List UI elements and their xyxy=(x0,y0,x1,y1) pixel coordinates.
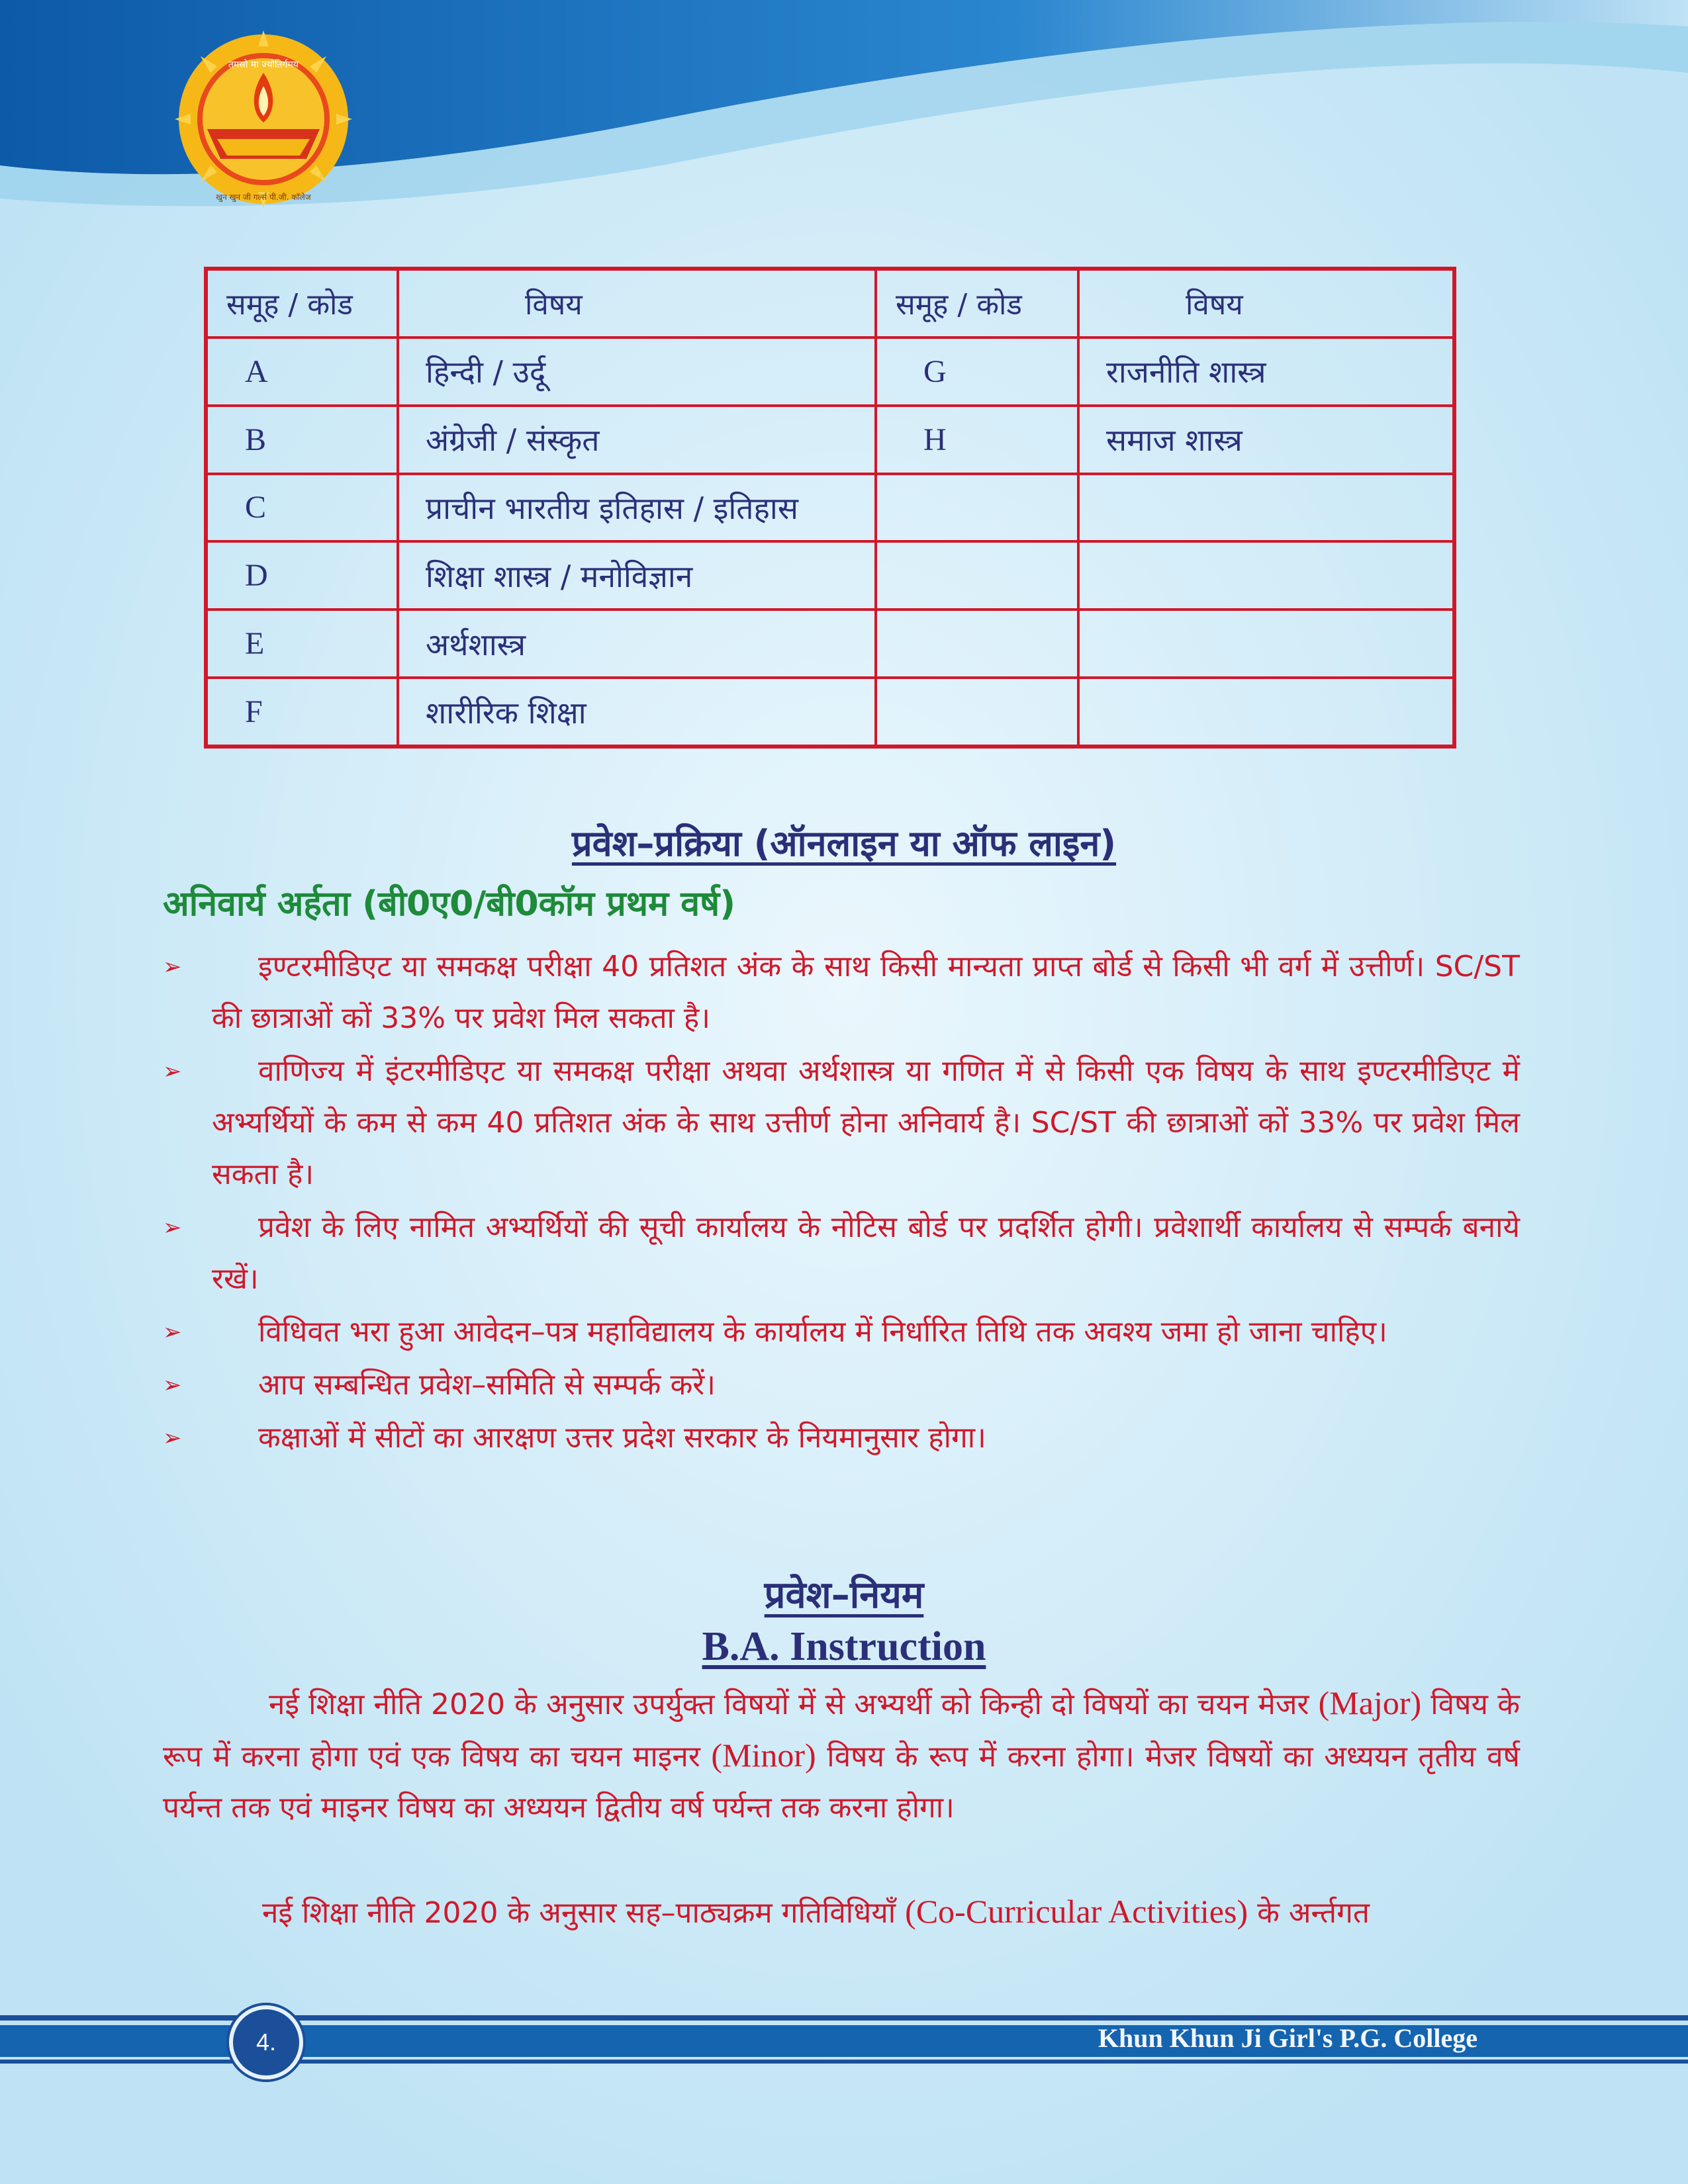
subject-group-table xyxy=(204,267,1456,749)
table-row xyxy=(206,474,1454,542)
arrow-bullet-icon: ➢ xyxy=(163,1319,182,1345)
table-cell: प्राचीन भारतीय इतिहास / इतिहास xyxy=(398,474,876,542)
table-cell: G xyxy=(876,338,1078,406)
para-text: नई शिक्षा नीति 2020 के अनुसार सह–पाठ्यक्रम गतिविधियाँ xyxy=(262,1896,906,1930)
footer-college-name: Khun Khun Ji Girl's P.G. College xyxy=(1098,2023,1477,2053)
co-curricular-paragraph xyxy=(163,1886,1520,1938)
arrow-bullet-icon: ➢ xyxy=(163,1425,182,1451)
bullet-text: वाणिज्य में इंटरमीडिएट या समकक्ष परीक्षा अथवा अर्थशास्त्र या गणित में से किसी एक विषय के साथ इण्टरमीडिएट में अभ्यर्थियों के कम से कम 40 प्रतिशत अंक के साथ उत्तीर्ण होना अनिवार्य है। SC/ST की छात्राओं कों 33% पर प्रवेश मिल सकता है। xyxy=(212,1054,1520,1191)
para-text: विषय के रूप में करना होगा एवं एक विषय का चयन माइनर xyxy=(163,1688,1521,1774)
table-header-cell: विषय xyxy=(398,269,876,338)
table-header-cell: विषय xyxy=(1078,269,1454,338)
list-item xyxy=(163,1412,1520,1464)
bullet-text: इण्टरमीडिएट या समकक्ष परीक्षा 40 प्रतिशत अंक के साथ किसी मान्यता प्राप्त बोर्ड से किसी भी वर्ग में उत्तीर्ण। SC/ST की छात्राओं कों 33% पर प्रवेश मिल सकता है। xyxy=(212,950,1520,1035)
arrow-bullet-icon: ➢ xyxy=(163,1372,182,1398)
table-cell: शारीरिक शिक्षा xyxy=(398,678,876,747)
table-row xyxy=(206,338,1454,406)
para-text-minor: (Minor) xyxy=(711,1737,816,1774)
list-item xyxy=(163,1202,1520,1305)
table-header-cell: समूह / कोड xyxy=(206,269,398,338)
table-cell: F xyxy=(206,678,398,747)
eligibility-bullet-list xyxy=(163,941,1520,1465)
table-row xyxy=(206,610,1454,678)
arrow-bullet-icon: ➢ xyxy=(163,1214,182,1241)
table-cell xyxy=(1078,541,1454,610)
table-cell: H xyxy=(876,406,1078,474)
list-item xyxy=(163,941,1520,1044)
arrow-bullet-icon: ➢ xyxy=(163,1058,182,1085)
ba-instruction-heading: B.A. Instruction xyxy=(702,1624,986,1669)
table-row xyxy=(206,406,1454,474)
list-item xyxy=(163,1046,1520,1201)
table-cell xyxy=(1078,610,1454,678)
table-cell: D xyxy=(206,541,398,610)
logo-motto: तमसो मा ज्योतिर्गमय xyxy=(228,60,299,70)
table-cell: राजनीति शास्त्र xyxy=(1078,338,1454,406)
table-cell xyxy=(876,474,1078,542)
table-cell xyxy=(876,610,1078,678)
table-cell: C xyxy=(206,474,398,542)
list-item xyxy=(163,1359,1520,1411)
major-minor-paragraph xyxy=(163,1678,1520,1833)
bullet-text: प्रवेश के लिए नामित अभ्यर्थियों की सूची कार्यालय के नोटिस बोर्ड पर प्रदर्शित होगी। प्रवेशार्थी कार्यालय से सम्पर्क बनाये रखें। xyxy=(212,1210,1520,1296)
bullet-text: विधिवत भरा हुआ आवेदन–पत्र महाविद्यालय के कार्यालय में निर्धारित तिथि तक अवश्य जमा हो जाना चाहिए। xyxy=(258,1315,1387,1349)
bullet-text: आप सम्बन्धित प्रवेश–समिति से सम्पर्क करें। xyxy=(258,1368,716,1402)
table-cell: अर्थशास्त्र xyxy=(398,610,876,678)
arrow-bullet-icon: ➢ xyxy=(163,954,182,980)
table-cell: B xyxy=(206,406,398,474)
eligibility-subheading: अनिवार्य अर्हता (बी0ए0/बी0कॉम प्रथम वर्ष) xyxy=(163,884,735,924)
para-text: के अर्न्तगत xyxy=(1248,1896,1370,1930)
page-number-badge: 4. xyxy=(229,2005,303,2079)
table-cell xyxy=(1078,678,1454,747)
table-cell xyxy=(1078,474,1454,542)
diya-logo-icon xyxy=(171,26,356,212)
para-text-english: (Co-Curricular Activities) xyxy=(905,1893,1248,1930)
para-text: नई शिक्षा नीति 2020 के अनुसार उपर्युक्त विषयों में से अभ्यर्थी को किन्ही दो विषयों का चयन मेजर xyxy=(269,1688,1319,1721)
logo-caption: खुन खुन जी गर्ल्स पी.जी. कॉलेज xyxy=(216,193,311,202)
list-item xyxy=(163,1306,1520,1358)
college-logo xyxy=(171,26,356,212)
admission-process-heading: प्रवेश–प्रक्रिया (ऑनलाइन या ऑफ लाइन) xyxy=(571,823,1117,864)
table-cell: E xyxy=(206,610,398,678)
para-text-major: (Major) xyxy=(1318,1684,1422,1721)
admission-rules-heading: प्रवेश–नियम xyxy=(764,1574,924,1617)
table-cell xyxy=(876,541,1078,610)
bullet-text: कक्षाओं में सीटों का आरक्षण उत्तर प्रदेश सरकार के नियमानुसार होगा। xyxy=(258,1421,986,1455)
table-cell: A xyxy=(206,338,398,406)
table-cell: हिन्दी / उर्दू xyxy=(398,338,876,406)
table-cell xyxy=(876,678,1078,747)
table-cell: अंग्रेजी / संस्कृत xyxy=(398,406,876,474)
table-header-row xyxy=(206,269,1454,338)
table-row xyxy=(206,541,1454,610)
para-text: विषय के रूप में करना होगा। मेजर विषयों का अध्ययन तृतीय वर्ष पर्यन्त तक एवं माइनर विषय का अध्ययन द्वितीय वर्ष पर्यन्त तक करना होगा। xyxy=(163,1740,1520,1825)
table-row xyxy=(206,678,1454,747)
table-cell: समाज शास्त्र xyxy=(1078,406,1454,474)
table-cell: शिक्षा शास्त्र / मनोविज्ञान xyxy=(398,541,876,610)
table-header-cell: समूह / कोड xyxy=(876,269,1078,338)
